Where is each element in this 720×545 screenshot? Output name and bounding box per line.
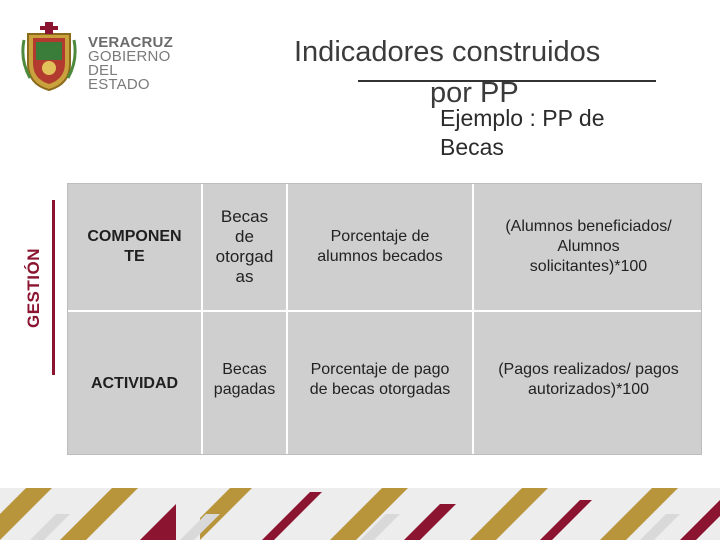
- slide-title: Indicadores construidos: [294, 36, 601, 68]
- table-cell-indicator: [288, 184, 472, 310]
- side-accent-bar: [52, 200, 55, 375]
- cell-line: Porcentaje de pago: [310, 361, 450, 378]
- cell-line: alumnos becados: [317, 248, 443, 265]
- table-cell-indicator: [288, 312, 472, 456]
- slide-title-line-2: por PP: [430, 77, 519, 109]
- slide-subtitle: [440, 104, 605, 162]
- cell-line: pagadas: [213, 381, 276, 398]
- cell-line: otorgad: [215, 247, 274, 266]
- subtitle-line-2: Becas: [440, 134, 504, 160]
- cell-line: de: [235, 227, 254, 246]
- table-cell-level: [68, 184, 201, 310]
- cell-line: autorizados)*100: [528, 381, 649, 398]
- cell-line: Becas: [220, 207, 269, 226]
- side-label: [20, 200, 48, 375]
- footer-pattern: [0, 488, 720, 540]
- table-cell-name: [203, 312, 286, 456]
- indicator-table: [67, 183, 702, 455]
- table-cell-formula: [474, 184, 703, 310]
- cell-line: solicitantes)*100: [529, 258, 648, 275]
- veracruz-logo: [20, 20, 180, 92]
- logo-line-3: DEL ESTADO: [88, 62, 150, 93]
- table-cell-formula: [474, 312, 703, 456]
- cell-line: Alumnos: [557, 238, 620, 255]
- cell-line: (Alumnos beneficiados/: [505, 218, 672, 235]
- cell-line: TE: [124, 248, 145, 265]
- side-label-text: GESTIÓN: [24, 247, 44, 328]
- coat-of-arms-icon: [20, 20, 78, 92]
- subtitle-line-1: Ejemplo : PP de: [440, 105, 605, 131]
- logo-wordmark: [88, 36, 180, 92]
- logo-line-1: VERACRUZ: [88, 34, 173, 51]
- cell-line: as: [235, 267, 254, 286]
- decorative-footer: [0, 488, 720, 540]
- cell-line: ACTIVIDAD: [90, 375, 179, 392]
- cell-line: de becas otorgadas: [309, 381, 451, 398]
- table-cell-name: [203, 184, 286, 310]
- cell-line: (Pagos realizados/ pagos: [498, 361, 679, 378]
- cell-line: Becas: [222, 361, 267, 378]
- table-cell-level: [68, 312, 201, 456]
- logo-line-2: GOBIERNO: [88, 48, 171, 65]
- cell-line: COMPONEN: [87, 228, 182, 245]
- cell-line: Porcentaje de: [330, 228, 430, 245]
